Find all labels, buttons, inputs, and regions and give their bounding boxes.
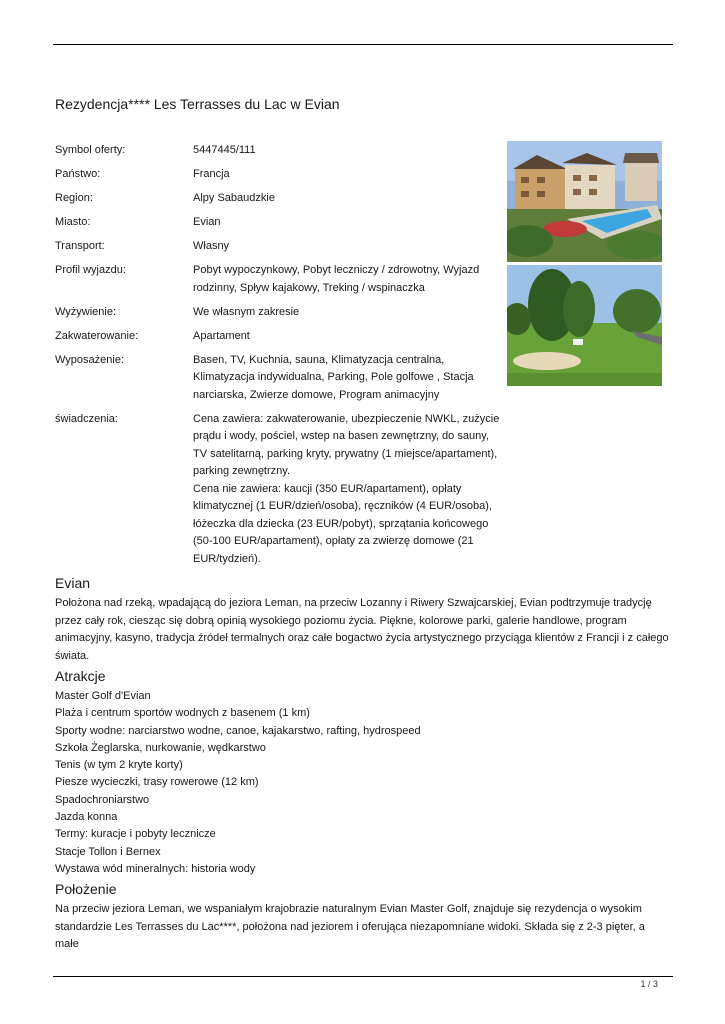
spec-value-line: Klimatyzacja indywidualna, Parking, Pole golfowe , Stacja bbox=[193, 371, 474, 383]
spec-value-line: (50-100 EUR/apartament), opłaty za zwierzę domowe (21 bbox=[193, 535, 474, 547]
spec-label: Profil wyjazdu: bbox=[55, 264, 126, 276]
spec-row bbox=[55, 142, 505, 160]
spec-row bbox=[55, 304, 505, 322]
spec-label: Państwo: bbox=[55, 168, 101, 180]
spec-value-line: TV satelitarną, parking kryty, prywatny (1 miejsce/apartament), bbox=[193, 447, 498, 460]
spec-value bbox=[193, 190, 505, 208]
spec-value bbox=[193, 238, 505, 256]
footer-rule bbox=[53, 976, 673, 977]
offer-spec-table bbox=[55, 142, 505, 575]
list-item: Plaża i centrum sportów wodnych z basenem (1 km) bbox=[55, 707, 310, 720]
spec-value-line: EUR/tydzień). bbox=[193, 552, 261, 565]
spec-value bbox=[193, 142, 505, 160]
spec-value-line: narciarska, Zwierze domowe, Program animacyjny bbox=[193, 388, 440, 401]
spec-value-line: Cena nie zawiera: kaucji (350 EUR/apartament), opłaty bbox=[193, 482, 462, 495]
section-text-evian bbox=[55, 595, 670, 665]
text-line: animacyjny, kasyno, tradycja źródeł termalnych oraz całe bogactwo życia artystycznego przyciąga klientów z Francji i z całego bbox=[55, 632, 669, 644]
section-heading-polozenie: Położenie bbox=[55, 881, 117, 898]
list-item: Tenis (w tym 2 kryte korty) bbox=[55, 759, 183, 772]
spec-value-line: rodzinny, Spływ kajakowy, Treking / wspinaczka bbox=[193, 281, 425, 294]
spec-row bbox=[55, 238, 505, 256]
page-number: 1 / 3 bbox=[640, 979, 658, 989]
header-rule bbox=[53, 44, 673, 45]
spec-value-line: Własny bbox=[193, 240, 230, 252]
spec-value bbox=[193, 262, 505, 297]
spec-label: Transport: bbox=[55, 240, 105, 252]
golf-course-photo bbox=[507, 265, 662, 386]
list-item: Jazda konna bbox=[55, 811, 118, 824]
text-line: przez cały rok, ciesząc się dobrą opinią wysokiego poziomu życia. Piękne, kolorowe parki, galerie handlowe, program bbox=[55, 614, 627, 627]
text-line: świata. bbox=[55, 649, 90, 662]
attractions-list bbox=[55, 688, 670, 878]
spec-value bbox=[193, 166, 505, 184]
spec-value bbox=[193, 304, 505, 322]
spec-row bbox=[55, 190, 505, 208]
spec-value-line: klimatycznej (1 EUR/dzień/osoba), ręczników (4 EUR/osoba), bbox=[193, 500, 492, 512]
spec-row bbox=[55, 411, 505, 569]
spec-label: świadczenia: bbox=[55, 412, 118, 425]
spec-label: Wyposażenie: bbox=[55, 353, 124, 366]
spec-value-line: łóżeczka dla dziecka (23 EUR/pobyt), sprzątania końcowego bbox=[193, 517, 489, 530]
spec-row bbox=[55, 328, 505, 346]
spec-row bbox=[55, 262, 505, 297]
spec-value bbox=[193, 328, 505, 346]
spec-value-line: We własnym zakresie bbox=[193, 305, 300, 318]
spec-label: Symbol oferty: bbox=[55, 144, 126, 156]
spec-label: Miasto: bbox=[55, 216, 91, 228]
list-item: Piesze wycieczki, trasy rowerowe (12 km) bbox=[55, 776, 259, 789]
spec-value-line: Basen, TV, Kuchnia, sauna, Klimatyzacja centralna, bbox=[193, 353, 445, 366]
spec-value bbox=[193, 411, 505, 569]
list-item: Termy: kuracje i pobyty lecznicze bbox=[55, 828, 216, 841]
text-line: standardzie Les Terrasses du Lac****, położona nad jeziorem i oferująca niezapomniane widoki. Składa się z 2-3 pięter, a małe bbox=[55, 920, 645, 951]
section-text-polozenie bbox=[55, 901, 670, 954]
list-item: Wystawa wód mineralnych: historia wody bbox=[55, 862, 256, 875]
spec-value-line: Apartament bbox=[193, 329, 250, 342]
section-heading-atrakcje: Atrakcje bbox=[55, 668, 106, 684]
spec-row bbox=[55, 352, 505, 405]
list-item: Spadochroniarstwo bbox=[55, 793, 150, 806]
spec-value-line: 5447445/111 bbox=[193, 144, 256, 156]
spec-row bbox=[55, 166, 505, 184]
text-line: Na przeciw jeziora Leman, we wspaniałym krajobrazie naturalnym Evian Master Golf, znajduje się rezydencja o wysokim bbox=[55, 903, 642, 916]
spec-label: Wyżywienie: bbox=[55, 305, 117, 318]
spec-value bbox=[193, 214, 505, 232]
page-title: Rezydencja**** Les Terrasses du Lac w Evian bbox=[55, 96, 340, 112]
spec-value bbox=[193, 352, 505, 405]
spec-value-line: parking zewnętrzny. bbox=[193, 465, 291, 477]
list-item: Master Golf d'Evian bbox=[55, 690, 151, 702]
spec-label: Region: bbox=[55, 192, 93, 204]
list-item: Szkoła Żeglarska, nurkowanie, wędkarstwo bbox=[55, 741, 266, 754]
spec-value-line: Francja bbox=[193, 168, 230, 180]
list-item: Sporty wodne: narciarstwo wodne, canoe, kajakarstwo, rafting, hydrospeed bbox=[55, 724, 421, 737]
spec-value-line: Evian bbox=[193, 216, 221, 228]
text-line: Położona nad rzeką, wpadającą do jeziora Leman, na przeciw Lozanny i Riwery Szwajcarskiej, Evian podtrzymuje tradycję bbox=[55, 597, 652, 609]
spec-value-line: Pobyt wypoczynkowy, Pobyt leczniczy / zdrowotny, Wyjazd bbox=[193, 264, 480, 276]
content-body bbox=[55, 574, 670, 956]
spec-value-line: Alpy Sabaudzkie bbox=[193, 192, 275, 204]
spec-value-line: Cena zawiera: zakwaterowanie, ubezpieczenie NWKL, zużycie bbox=[193, 412, 500, 425]
hotel-pool-photo bbox=[507, 141, 662, 262]
section-heading-evian: Evian bbox=[55, 575, 91, 591]
spec-row bbox=[55, 214, 505, 232]
spec-value-line: prądu i wody, pościel, wstep na basen zewnętrzny, do sauny, bbox=[193, 430, 489, 442]
list-item: Stacje Tollon i Bernex bbox=[55, 845, 161, 858]
spec-label: Zakwaterowanie: bbox=[55, 329, 139, 342]
